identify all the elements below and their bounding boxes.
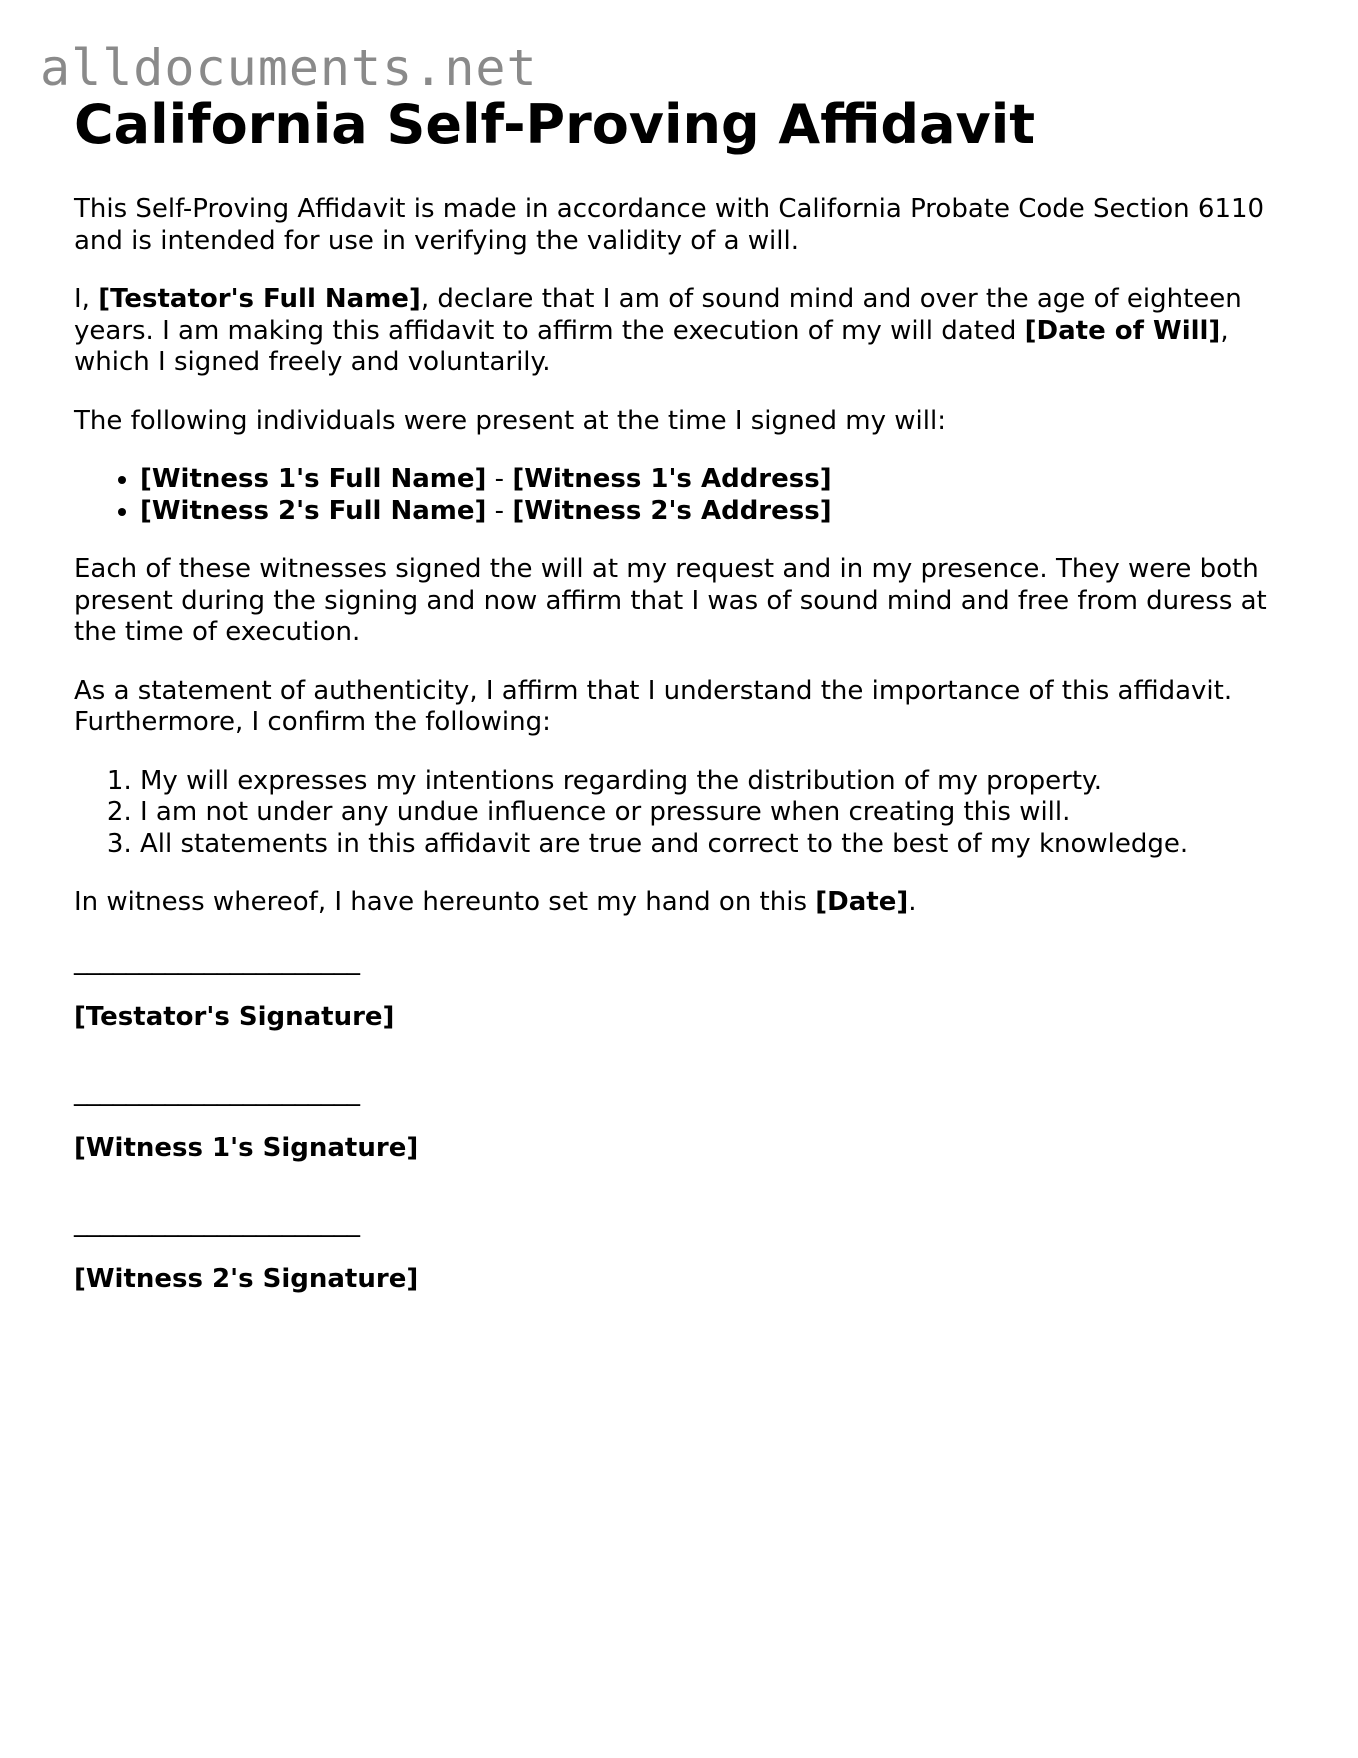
whereof-text: In witness whereof, I have hereunto set my hand on this (74, 887, 816, 917)
signature-witness-2 (74, 1208, 1294, 1296)
declaration-suffix: , which I signed freely and voluntarily. (74, 315, 1229, 377)
signature-block (74, 946, 1294, 1296)
witness-separator: - (486, 495, 513, 526)
declaration-middle: , declare that I am of sound mind and over the age of eighteen years. I am making this affidavit to affirm the execution of my will dated (74, 284, 1242, 346)
signature-label: [Witness 1's Signature] (74, 1133, 419, 1163)
intro-paragraph: This Self-Proving Affidavit is made in accordance with California Probate Code Section 6110 and is intended for use in verifying the validity of a will. (74, 194, 1265, 256)
will-date-placeholder: [Date of Will] (1024, 315, 1221, 346)
confirmation-list (74, 766, 1294, 861)
declaration-prefix: I, (74, 284, 99, 314)
signature-label: [Testator's Signature] (74, 1002, 395, 1032)
witness-list (74, 464, 1294, 527)
date-placeholder: [Date] (815, 887, 909, 917)
authenticity-paragraph: As a statement of authenticity, I affirm that I understand the importance of this affidavit. Furthermore, I confirm the following: (74, 675, 1233, 737)
document-page (74, 92, 1294, 1296)
present-intro: The following individuals were present at the time I signed my will: (74, 405, 946, 436)
watermark: alldocuments.net (40, 39, 538, 97)
witness-separator: - (486, 464, 513, 494)
signature-witness-1 (74, 1077, 1294, 1165)
list-item: 1. My will expresses my intentions regarding the distribution of my property. (140, 766, 1294, 798)
signature-line: ______________________ (74, 945, 360, 976)
witness-name-placeholder: [Witness 1's Full Name] (140, 464, 487, 494)
list-item: 2. I am not under any undue influence or pressure when creating this will. (140, 797, 1294, 829)
signature-line: ______________________ (74, 1207, 360, 1238)
witness-name-placeholder: [Witness 2's Full Name] (140, 495, 487, 526)
declaration-paragraph (74, 284, 1294, 379)
signature-testator (74, 946, 1294, 1034)
document-title: California Self-Proving Affidavit (74, 93, 1036, 156)
witness-statement-paragraph: Each of these witnesses signed the will at my request and in my presence. They were both present during the signing and now affirm that I was of sound mind and free from duress at the time of execution. (74, 554, 1267, 647)
list-item (140, 496, 1294, 528)
list-item (140, 464, 1294, 496)
whereof-paragraph (74, 887, 1294, 919)
list-item: 3. All statements in this affidavit are true and correct to the best of my knowledge. (140, 829, 1294, 861)
whereof-end: . (908, 887, 917, 917)
signature-label: [Witness 2's Signature] (74, 1264, 419, 1294)
signature-line: ______________________ (74, 1076, 360, 1107)
witness-address-placeholder: [Witness 1's Address] (512, 464, 832, 494)
testator-name-placeholder: [Testator's Full Name] (98, 284, 421, 314)
witness-address-placeholder: [Witness 2's Address] (512, 495, 832, 526)
